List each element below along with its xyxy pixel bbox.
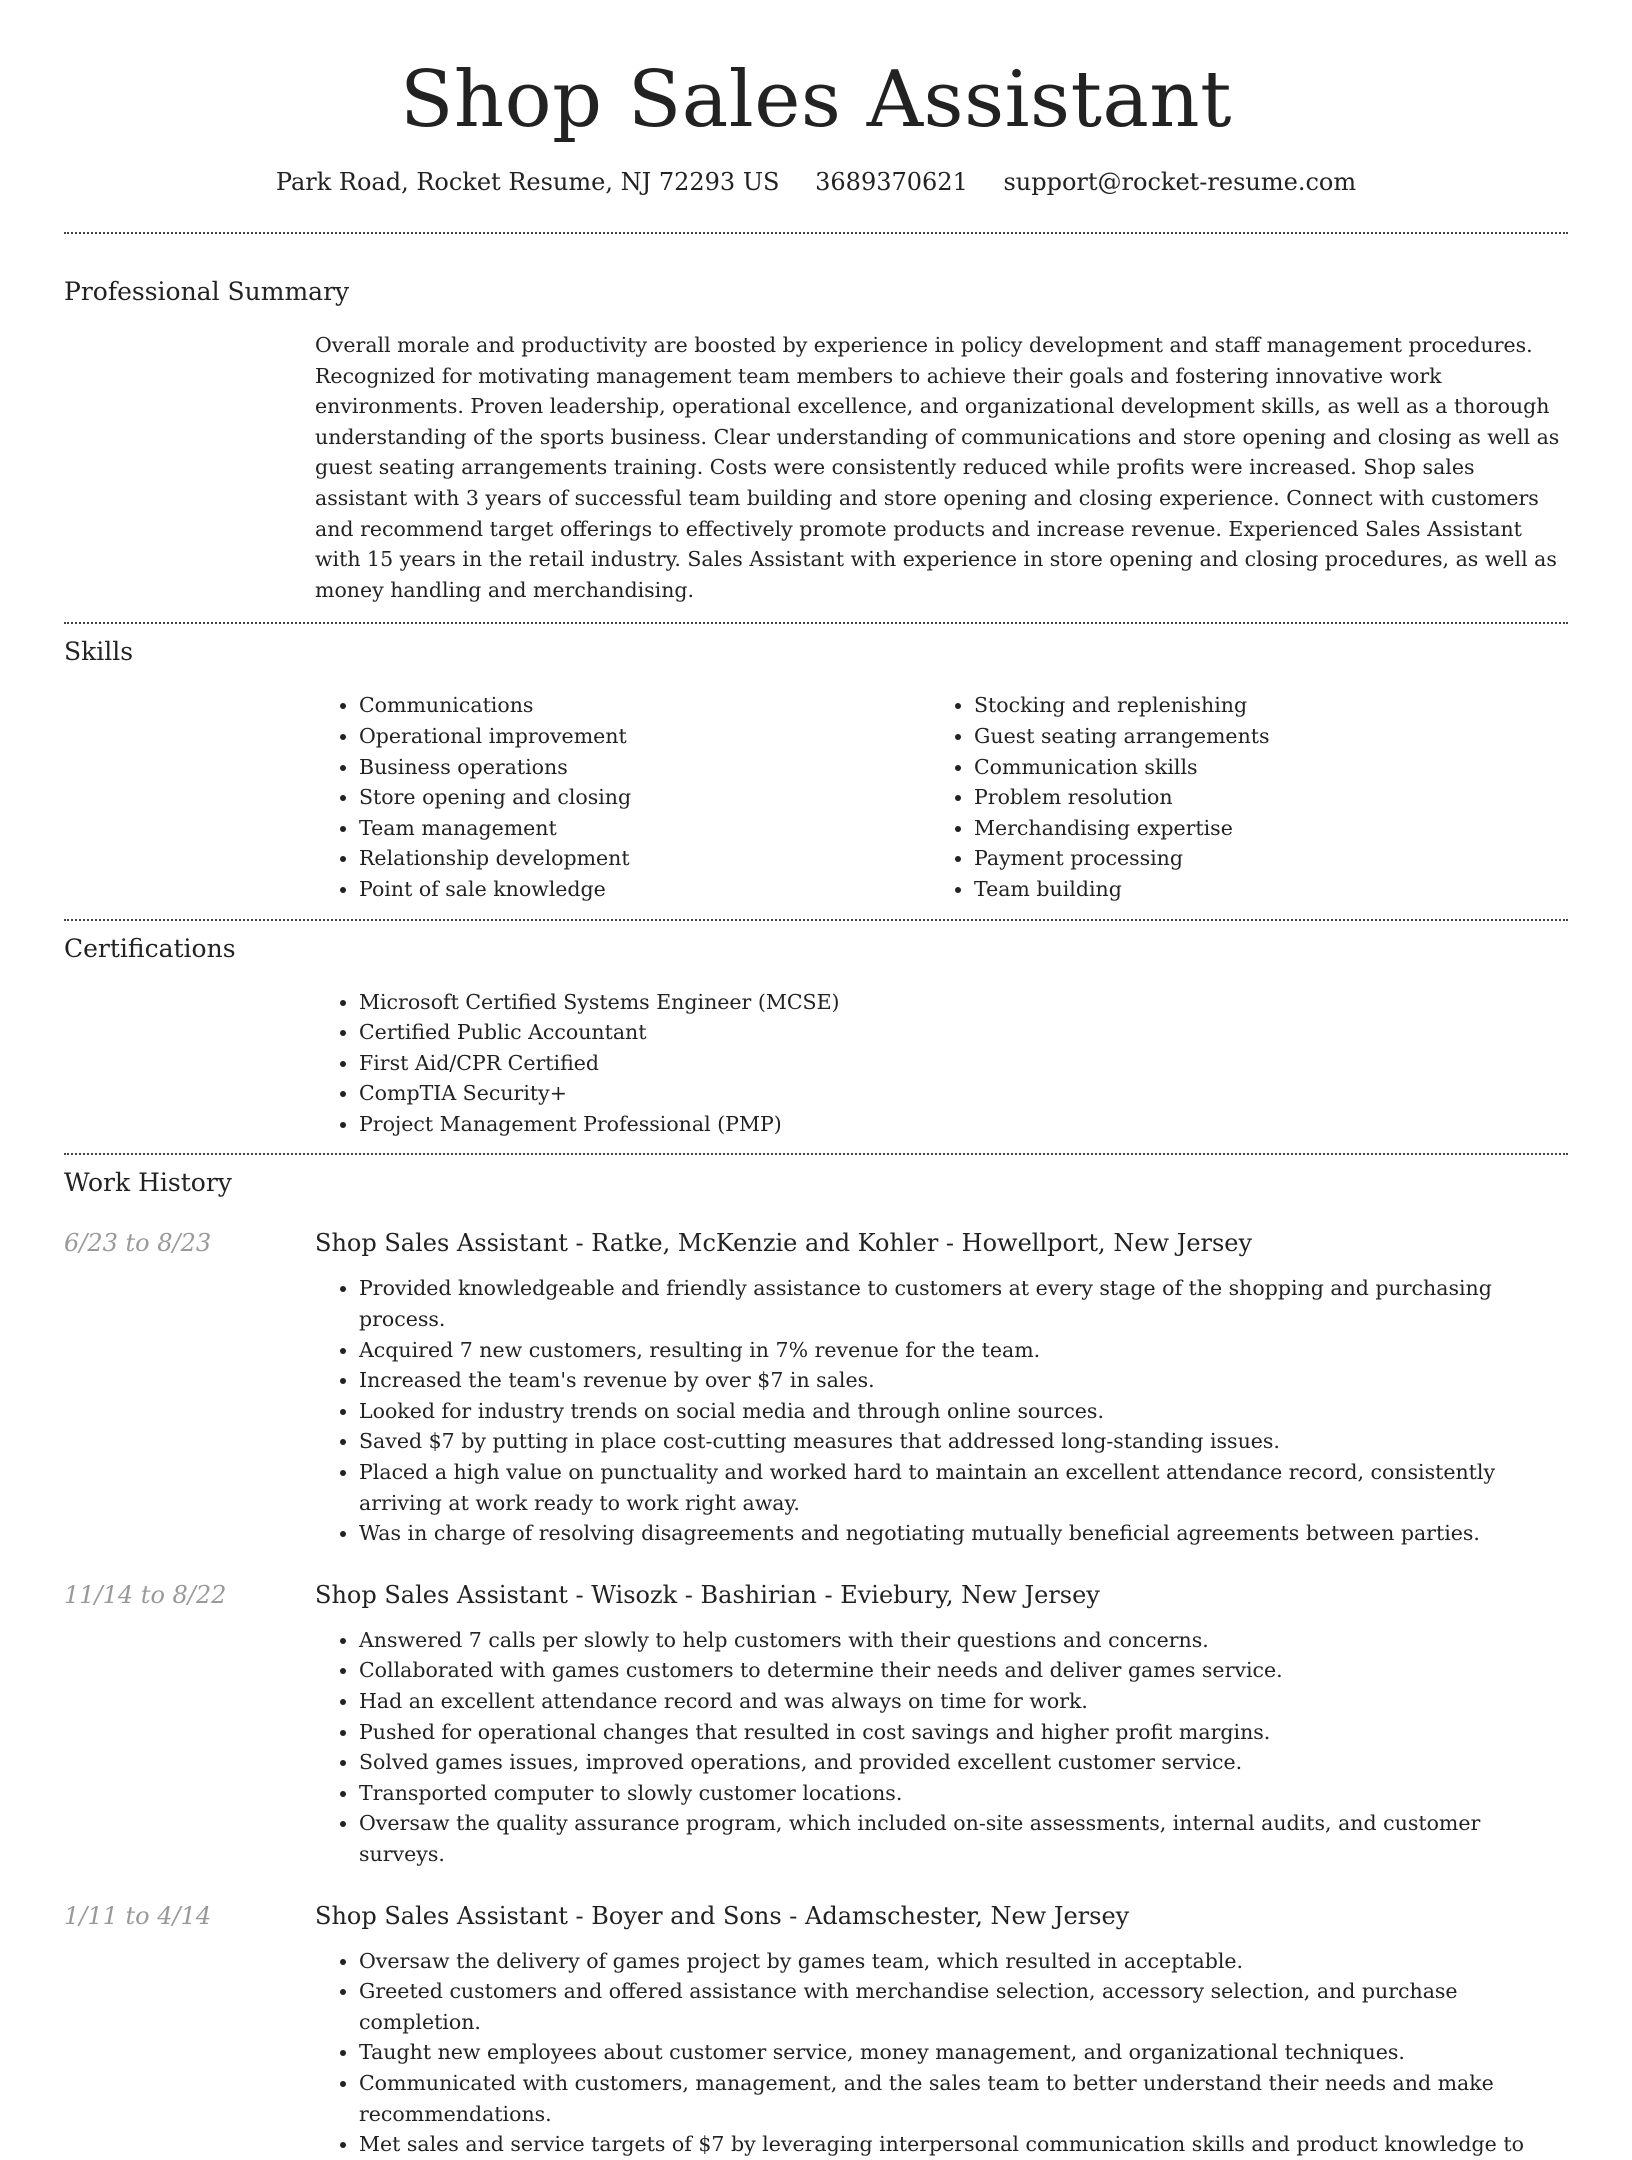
certification-item: • Project Management Professional (PMP) <box>359 1109 1568 1140</box>
skill-item: • Stocking and replenishing <box>974 690 1545 721</box>
certification-item: • Microsoft Certified Systems Engineer (MCSE) <box>359 987 1568 1018</box>
summary-text: Overall morale and productivity are boosted by experience in policy development and staff management procedures. Recognized for motivating management team members to achieve their goals and fostering innovative work environments. Proven leadership, operational excellence, and organizational development skills, as well as a thorough understanding of the sports business. Clear understanding of communications and store opening and closing as well as guest seating arrangements training. Costs were consistently reduced while profits were increased. Shop sales assistant with 3 years of successful team building and store opening and closing experience. Connect with customers and recommend target offerings to effectively promote products and increase revenue. Experienced Sales Assistant with 15 years in the retail industry. Sales Assistant with experience in store opening and closing procedures, as well as money handling and merchandising. <box>315 333 1560 602</box>
certification-item: • Certified Public Accountant <box>359 1017 1568 1048</box>
job-body <box>315 1227 1568 1548</box>
job-bullets <box>315 1273 1568 1548</box>
skill-item: • Merchandising expertise <box>974 813 1545 844</box>
job-bullets <box>315 1946 1568 2160</box>
job-bullet: • Had an excellent attendance record and was always on time for work. <box>359 1686 1568 1717</box>
contact-address: Park Road, Rocket Resume, NJ 72293 US <box>275 168 780 196</box>
skills-content <box>315 690 1568 918</box>
job-entry <box>64 1227 1568 1548</box>
skill-item: • Business operations <box>359 752 930 783</box>
divider <box>64 232 1568 234</box>
divider <box>64 1153 1568 1155</box>
job-bullet: • Looked for industry trends on social media and through online sources. <box>359 1396 1568 1427</box>
job-dates: 1/11 to 4/14 <box>64 1901 212 1930</box>
certification-item: • First Aid/CPR Certified <box>359 1048 1568 1079</box>
job-entry <box>64 1579 1568 1870</box>
contact-phone: 3689370621 <box>815 168 968 196</box>
skills-column-left <box>315 690 930 904</box>
resume-name: Shop Sales Assistant <box>399 55 1232 145</box>
job-bullet: • Communicated with customers, management, and the sales team to better understand their needs and make recommendations. <box>359 2068 1568 2129</box>
divider <box>64 919 1568 921</box>
job-bullet: • Greeted customers and offered assistance with merchandise selection, accessory selection, and purchase completion. <box>359 1976 1568 2037</box>
job-bullet: • Provided knowledgeable and friendly assistance to customers at every stage of the shopping and purchasing process. <box>359 1273 1568 1334</box>
skill-item: • Team management <box>359 813 930 844</box>
skills-list-right <box>930 690 1545 904</box>
certifications-list <box>315 987 1568 1140</box>
job-bullet: • Solved games issues, improved operations, and provided excellent customer service. <box>359 1747 1568 1778</box>
job-bullet: • Acquired 7 new customers, resulting in 7% revenue for the team. <box>359 1335 1568 1366</box>
job-heading: Shop Sales Assistant - Boyer and Sons - Adamschester, New Jersey <box>315 1901 1130 1930</box>
work-history-section <box>64 1167 1568 2159</box>
job-heading: Shop Sales Assistant - Ratke, McKenzie and Kohler - Howellport, New Jersey <box>315 1229 1253 1258</box>
skill-item: • Relationship development <box>359 843 930 874</box>
skill-item: • Team building <box>974 874 1545 905</box>
section-title-certifications: Certifications <box>64 933 236 963</box>
summary-content <box>315 330 1568 622</box>
job-bullet: • Placed a high value on punctuality and worked hard to maintain an excellent attendance record, consistently arriving at work ready to work right away. <box>359 1457 1568 1518</box>
job-bullet: • Transported computer to slowly customer locations. <box>359 1778 1568 1809</box>
job-bullet: • Taught new employees about customer service, money management, and organizational techniques. <box>359 2037 1568 2068</box>
job-bullet: • Oversaw the delivery of games project by games team, which resulted in acceptable. <box>359 1946 1568 1977</box>
job-body <box>315 1900 1568 2160</box>
contact-email: support@rocket-resume.com <box>1003 168 1357 196</box>
job-bullet: • Answered 7 calls per slowly to help customers with their questions and concerns. <box>359 1625 1568 1656</box>
certifications-section <box>64 933 1568 1154</box>
job-bullets <box>315 1625 1568 1870</box>
section-title-summary: Professional Summary <box>64 277 350 306</box>
contact-line <box>64 166 1568 198</box>
job-bullet: • Met sales and service targets of $7 by leveraging interpersonal communication skills and product knowledge to <box>359 2129 1568 2160</box>
section-title-skills: Skills <box>64 637 134 667</box>
skill-item: • Payment processing <box>974 843 1545 874</box>
skills-column-right <box>930 690 1545 904</box>
skill-item: • Communications <box>359 690 930 721</box>
skill-item: • Store opening and closing <box>359 782 930 813</box>
job-bullet: • Oversaw the quality assurance program, which included on-site assessments, internal audits, and customer surveys. <box>359 1808 1568 1869</box>
job-bullet: • Saved $7 by putting in place cost-cutting measures that addressed long-standing issues. <box>359 1426 1568 1457</box>
job-bullet: • Collaborated with games customers to determine their needs and deliver games service. <box>359 1655 1568 1686</box>
skill-item: • Problem resolution <box>974 782 1545 813</box>
job-bullet: • Increased the team's revenue by over $7 in sales. <box>359 1365 1568 1396</box>
section-title-work-history: Work History <box>64 1168 232 1198</box>
job-entry <box>64 1900 1568 2160</box>
skill-item: • Operational improvement <box>359 721 930 752</box>
skills-list-left <box>315 690 930 904</box>
job-heading: Shop Sales Assistant - Wisozk - Bashirian - Eviebury, New Jersey <box>315 1580 1100 1609</box>
job-dates: 11/14 to 8/22 <box>64 1580 227 1609</box>
professional-summary-section <box>64 276 1568 622</box>
divider <box>64 622 1568 624</box>
job-bullet: • Was in charge of resolving disagreements and negotiating mutually beneficial agreements between parties. <box>359 1518 1568 1549</box>
skill-item: • Communication skills <box>974 752 1545 783</box>
certification-item: • CompTIA Security+ <box>359 1078 1568 1109</box>
skills-section <box>64 636 1568 918</box>
job-body <box>315 1579 1568 1870</box>
job-bullet: • Pushed for operational changes that resulted in cost savings and higher profit margins. <box>359 1717 1568 1748</box>
job-dates: 6/23 to 8/23 <box>64 1229 212 1258</box>
skill-item: • Point of sale knowledge <box>359 874 930 905</box>
certifications-content <box>315 987 1568 1154</box>
skill-item: • Guest seating arrangements <box>974 721 1545 752</box>
